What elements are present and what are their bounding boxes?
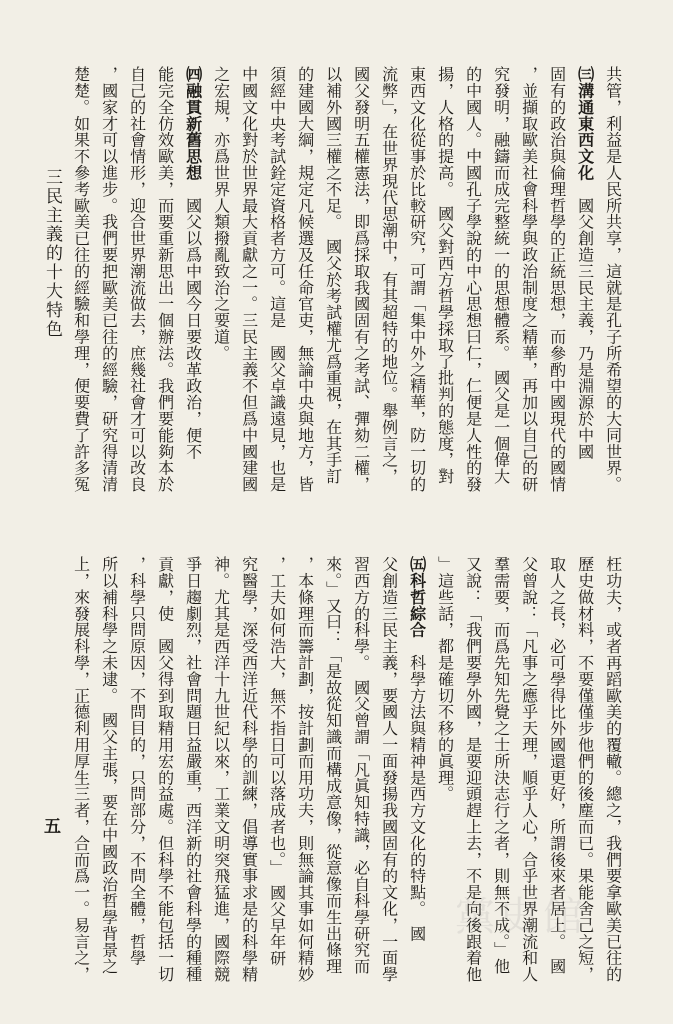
section-text: 國父以爲中國今日要改革政治，便不 xyxy=(183,180,203,460)
text-column: 以補外國三權之不足。 國父於考試權尤爲重視，在其手訂 xyxy=(323,66,343,485)
text-column: ，工夫如何浩大，無不指日可以落成者也。」 國父早年研 xyxy=(267,556,287,967)
text-column: 貢獻，使 國父得到取精用宏的益處。但科學不能包括一切 xyxy=(155,556,175,983)
text-column: 歷史做材料，不要僅僅步他們的後塵而已。果能舍己之短， xyxy=(575,556,595,983)
text-column: 上，來發展科學，正德利用厚生三者，合而爲一。易言之， xyxy=(71,556,91,983)
text-column: 所以補科學之未逮。 國父主張，要在中國政治哲學背景之 xyxy=(99,556,119,975)
text-column: 國父發明五權憲法，即爲採取我國固有之考試、彈劾二權， xyxy=(351,66,371,493)
text-column: 的中國人。中國孔子學說的中心思想曰仁，仁便是人性的發 xyxy=(463,66,483,493)
text-column: ，本條理而籌計劃，按計劃而用功夫，則無論其事如何精妙 xyxy=(295,556,315,983)
text-column: 又說：「我們要學外國，是要迎頭趕上去，不是向後跟着他 xyxy=(463,556,483,983)
text-column: 爭日趨劇烈，社會問題日益嚴重，西洋新的社會科學的種種 xyxy=(183,556,203,983)
text-column: 須經中央考試銓定資格者方可。這是 國父卓識遠見，也是 xyxy=(267,66,287,493)
text-column: 中國文化對於世界最大貢獻之一。三民主義不但爲中國建國 xyxy=(239,66,259,493)
text-column: 固有的政治與倫理哲學的正統思想，而參酌中國現代的國情 xyxy=(547,66,567,493)
text-column: 習西方的科學。 國父曾謂「凡眞知特識，必自科學研究而 xyxy=(351,556,371,975)
heading-column xyxy=(404,556,429,1008)
section-text: 國父創造三民主義，乃是淵源於中國 xyxy=(575,180,595,460)
text-column: 自己的社會情形，迎合世界潮流做去，庶幾社會才可以改良 xyxy=(127,66,147,493)
running-header: 三民主義的十大特色 xyxy=(42,168,62,339)
text-column: 究發明，融鑄而成完整統一的思想體系。 國父是一個偉大 xyxy=(491,66,511,485)
text-column: 枉功夫，或者再蹈歐美的覆轍。總之，我們要拿歐美已往的 xyxy=(603,556,623,983)
text-column: 東西文化從事於比較研究，可謂「集中外之精華，防一切的 xyxy=(407,66,427,493)
text-column: 父曾說：「凡事之應乎天理，順乎人心，合乎世界潮流和人 xyxy=(519,556,539,983)
section-heading: ㈢溝通東西文化 xyxy=(575,66,595,181)
text-column: ，國家才可以進步。我們要把歐美已往的經驗，研究得清清 xyxy=(99,66,119,493)
text-column: 來。」又曰：「是故從知識而構成意像，從意像而生出條理 xyxy=(323,556,343,975)
section-heading: ㈣融貫新舊思想 xyxy=(183,66,203,181)
text-column: ，科學只問原因，不問目的，只問部分，不問全體，哲學 xyxy=(127,556,147,966)
heading-column xyxy=(180,66,205,506)
text-column: 」這些話，都是確切不移的眞理。 xyxy=(435,556,455,802)
text-column: 究醫學，深受西洋近代科學的訓練，倡導實事求是的科學精 xyxy=(239,556,259,983)
text-column: 取人之長，必可學得比外國還更好，所謂後來者居上。 國 xyxy=(547,556,567,975)
section-heading: ㈤科哲綜合 xyxy=(407,556,427,638)
text-column: 之宏規，亦爲世界人類撥亂致治之要道。 xyxy=(211,66,231,362)
text-column: 神。尤其是西洋十九世紀以來，工業文明突飛猛進，國際競 xyxy=(211,556,231,983)
text-column: 父創造三民主義，要國人一面發揚我國固有的文化，一面學 xyxy=(379,556,399,983)
text-column: 楚楚。如果不參考歐美已往的經驗和學理，便要費了許多冤 xyxy=(71,66,91,493)
text-column: 揚，人格的提高。 國父對西方哲學採取了批判的態度，對 xyxy=(435,66,455,485)
watermark-seal: 黨史館 xyxy=(455,894,587,940)
text-column: 流弊」，在世界現代思潮中，有其超特的地位。舉例言之， xyxy=(379,66,399,485)
text-column: 的建國大綱，規定凡候選及任命官吏，無論中央與地方，皆 xyxy=(295,66,315,493)
text-column: ，並擷取歐美社會科學與政治制度之精華，再加以自己的研 xyxy=(519,66,539,493)
text-column: 能完全仿效歐美，而要重新思出一個辦法。我們要能夠本於 xyxy=(155,66,175,493)
text-column: 共管，利益是人民所共享，這就是孔子所希望的大同世界。 xyxy=(603,66,623,493)
heading-column xyxy=(572,66,597,506)
page-number: 五 xyxy=(44,817,61,837)
text-column: 羣需要，而爲先知先覺之士所決志行之者，則無不成。」他 xyxy=(491,556,511,975)
section-text: 科學方法與精神是西方文化的特點。 國 xyxy=(407,638,427,942)
